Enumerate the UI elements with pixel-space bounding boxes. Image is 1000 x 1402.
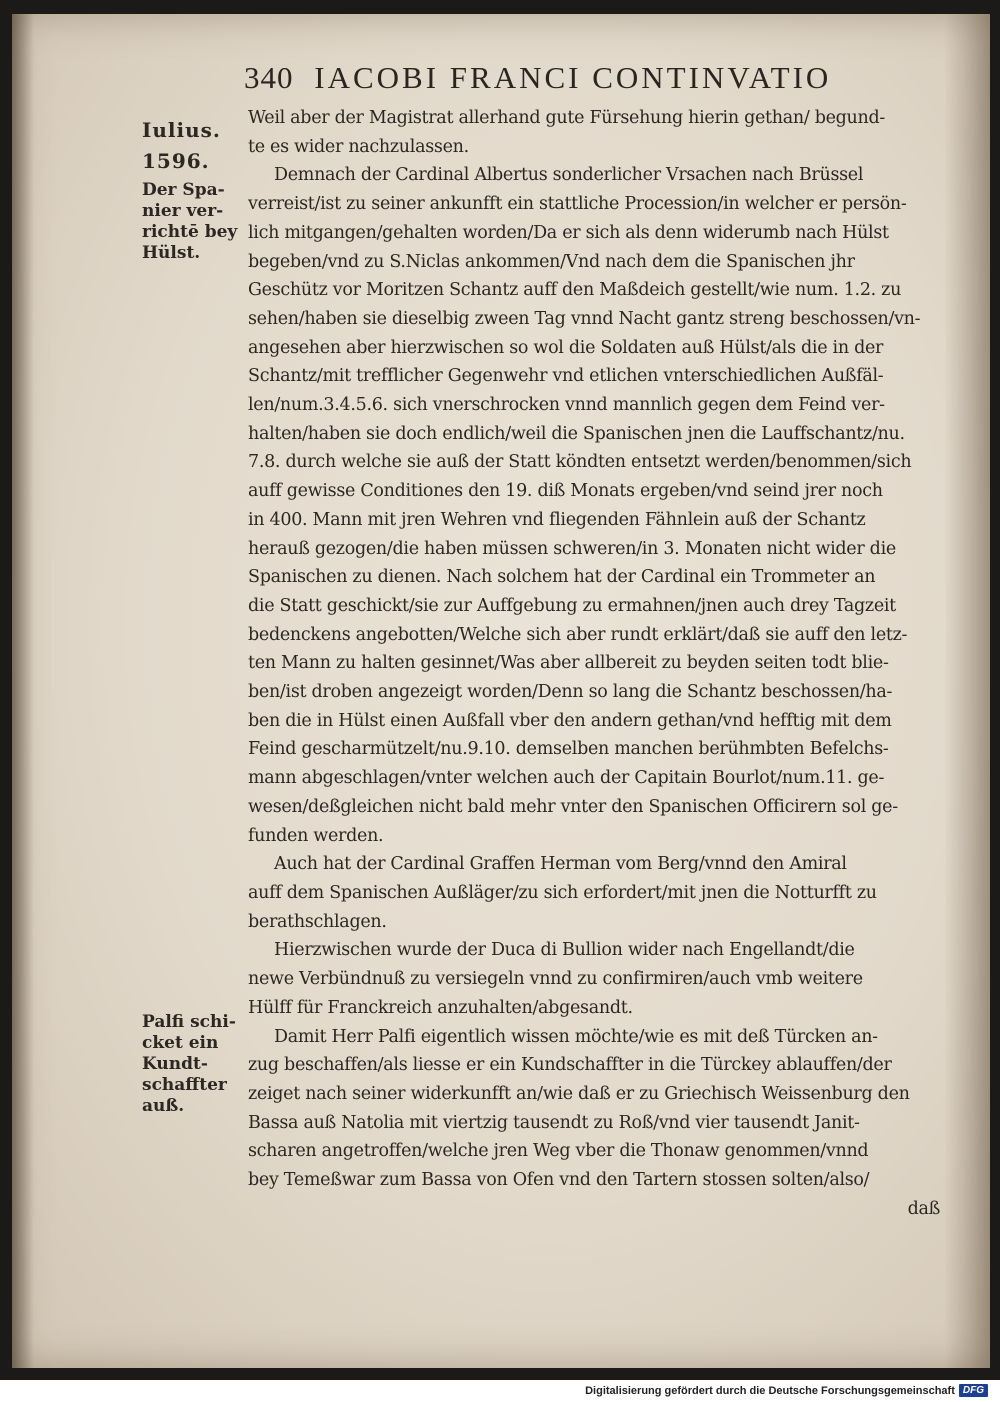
running-title: IACOBI FRANCI CONTINVATIO bbox=[314, 60, 832, 95]
text-line: te es wider nachzulassen. bbox=[248, 136, 469, 157]
footer-credit-text: Digitalisierung gefördert durch die Deutsche Forschungsgemeinschaft bbox=[585, 1384, 955, 1397]
text-line: Hierzwischen wurde der Duca di Bullion wider nach Engellandt/die bbox=[274, 940, 855, 961]
text-line: Spanischen zu dienen. Nach solchem hat der Cardinal ein Trommeter an bbox=[248, 567, 876, 588]
text-line: auff dem Spanischen Außläger/zu sich erfordert/mit jnen die Notturfft zu bbox=[248, 882, 877, 903]
text-line: funden werden. bbox=[248, 825, 384, 846]
body-text bbox=[248, 104, 952, 1223]
text-line: Feind gescharmützelt/nu.9.10. demselben manchen berühmbten Befelchs- bbox=[248, 739, 889, 760]
page-number: 340 bbox=[244, 60, 294, 95]
text-line: bedenckens angebotten/Welche sich aber rundt erklärt/daß sie auff den letz- bbox=[248, 624, 908, 645]
text-line: zug beschaffen/als liesse er ein Kundschaffter in die Türckey ablauffen/der bbox=[248, 1055, 892, 1076]
dfg-logo-icon: DFG bbox=[959, 1384, 988, 1397]
text-line: wesen/deßgleichen nicht bald mehr vnter den Spanischen Officirern sol ge- bbox=[248, 796, 898, 817]
text-line: angesehen aber hierzwischen so wol die Soldaten auß Hülst/als die in der bbox=[248, 337, 884, 358]
text-line: Schantz/mit trefflicher Gegenwehr vnd etlichen vnterschiedlichen Außfäl- bbox=[248, 366, 884, 387]
text-line: ten Mann zu halten gesinnet/Was aber allbereit zu beyden seiten todt blie- bbox=[248, 653, 889, 674]
text-line: daß bbox=[907, 1198, 940, 1219]
text-line: newe Verbündnuß zu versiegeln vnnd zu confirmiren/auch vmb weitere bbox=[248, 969, 863, 990]
margin-note-year: 1596. bbox=[142, 149, 210, 173]
text-line: lich mitgangen/gehalten worden/Da er sich als denn widerumb nach Hülst bbox=[248, 222, 889, 243]
text-line: Demnach der Cardinal Albertus sonderlicher Vrsachen nach Brüssel bbox=[274, 165, 864, 186]
text-line: Hülff für Franckreich anzuhalten/abgesandt. bbox=[248, 997, 633, 1018]
text-line: die Statt geschickt/sie zur Auffgebung zu ermahnen/jnen auch drey Tagzeit bbox=[248, 595, 896, 616]
text-line: Auch hat der Cardinal Graffen Herman vom Berg/vnnd den Amiral bbox=[274, 854, 847, 875]
text-line: Geschütz vor Moritzen Schantz auff den Maßdeich gestellt/wie num. 1.2. zu bbox=[248, 280, 902, 301]
text-line: in 400. Mann mit jren Wehren vnd fliegenden Fähnlein auß der Schantz bbox=[248, 509, 866, 530]
text-line: scharen angetroffen/welche jren Weg vber die Thonaw genommen/vnnd bbox=[248, 1141, 869, 1162]
text-line: auff gewisse Conditiones den 19. diß Monats ergeben/vnd seind jrer noch bbox=[248, 481, 883, 502]
margin-note-month: Iulius. bbox=[142, 118, 221, 142]
page-header bbox=[244, 60, 934, 96]
margin-note-spaniards: Der Spa- nier ver- richtē bey Hülst. bbox=[142, 180, 238, 263]
text-line: halten/haben sie doch endlich/weil die Spanischen jnen die Lauffschantz/nu. bbox=[248, 423, 905, 444]
text-line: berathschlagen. bbox=[248, 911, 387, 932]
footer-credit bbox=[585, 1384, 988, 1397]
text-line: ben/ist droben angezeigt worden/Denn so lang die Schantz beschossen/ha- bbox=[248, 682, 893, 703]
text-line: ben die in Hülst einen Außfall vber den andern gethan/vnd hefftig mit dem bbox=[248, 710, 892, 731]
text-line: begeben/vnd zu S.Niclas ankommen/Vnd nach dem die Spanischen jhr bbox=[248, 251, 855, 272]
text-line: herauß gezogen/die haben müssen schweren/in 3. Monaten nicht wider die bbox=[248, 538, 896, 559]
text-line: mann abgeschlagen/vnter welchen auch der Capitain Bourlot/num.11. ge- bbox=[248, 768, 885, 789]
text-line: Damit Herr Palfi eigentlich wissen möchte/wie es mit deß Türcken an- bbox=[274, 1026, 878, 1047]
margin-note-palfi: Palfi schi- cket ein Kundt- schaffter auß. bbox=[142, 1012, 236, 1116]
text-line: bey Temeßwar zum Bassa von Ofen vnd den Tartern stossen solten/also/ bbox=[248, 1170, 870, 1191]
text-line: Bassa auß Natolia mit viertzig tausendt zu Roß/vnd vier tausendt Janit- bbox=[248, 1112, 860, 1133]
page-binding-shadow bbox=[12, 14, 34, 1368]
text-line: zeiget nach seiner widerkunfft an/wie daß er zu Griechisch Weissenburg den bbox=[248, 1083, 910, 1104]
text-line: verreist/ist zu seiner ankunfft ein stattliche Procession/in welcher er persön- bbox=[248, 194, 907, 215]
text-line: sehen/haben sie dieselbig zween Tag vnnd Nacht gantz streng beschossen/vn- bbox=[248, 308, 921, 329]
text-line: len/num.3.4.5.6. sich vnerschrocken vnnd mannlich gegen dem Feind ver- bbox=[248, 395, 885, 416]
text-line: Weil aber der Magistrat allerhand gute Fürsehung hierin gethan/ begund- bbox=[248, 108, 886, 128]
text-line: 7.8. durch welche sie auß der Statt köndten entsetzt werden/benommen/sich bbox=[248, 452, 912, 473]
